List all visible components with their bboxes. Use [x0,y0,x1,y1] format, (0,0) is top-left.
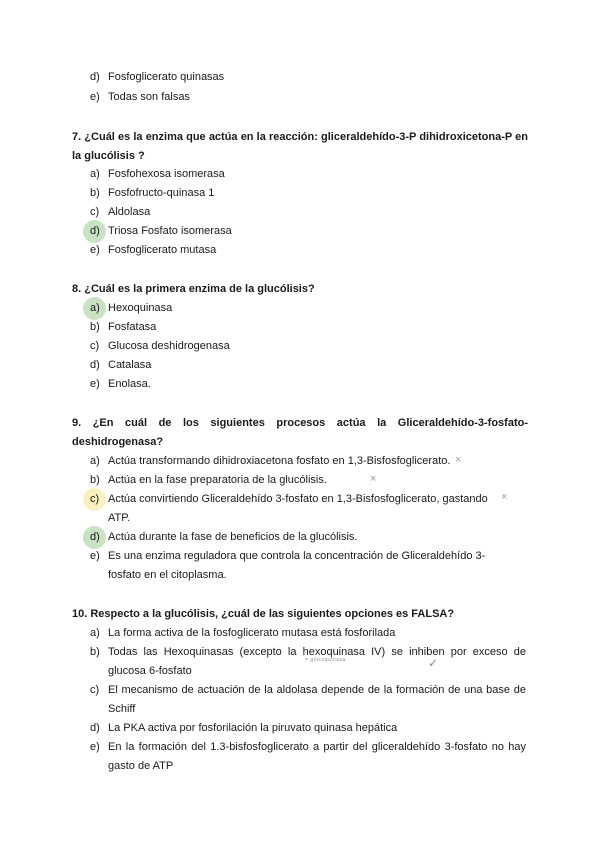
cross-mark-icon: × [455,454,462,466]
option-text: En la formación del 1.3-bisfosfoglicerato a partir del gliceraldehído 3-fosfato no hay gasto de ATP [108,741,526,772]
option-text: Glucosa deshidrogenasa [108,340,230,352]
option-letter: c) [90,206,100,218]
option-text: Actúa convirtiendo Gliceraldehído 3-fosfato en 1,3-Bisfosfoglicerato, gastando ATP. [108,493,488,524]
option-letter: b) [90,321,100,333]
option-text: Fosfoglicerato quinasas [108,71,225,83]
option-text: Todas las Hexoquinasas (excepto la hexoquinasa IV) se inhiben por exceso de glucosa 6-fosfato [108,646,526,677]
option-text: Actúa transformando dihidroxiacetona fosfato en 1,3-Bisfosfoglicerato. [108,455,451,467]
option-text: Fosfoglicerato mutasa [108,244,217,256]
option-text: Catalasa [108,359,152,371]
question-9: 9. ¿En cuál de los siguientes procesos actúa la Gliceraldehído-3-fosfato-deshidrogenasa? [72,417,528,448]
option-text: Fosfatasa [108,321,157,333]
option-text: Hexoquinasa [108,302,173,314]
question-8: 8. ¿Cuál es la primera enzima de la glucólisis? [72,283,315,295]
option-letter: d) [90,722,100,734]
option-letter: b) [90,187,100,199]
option-letter: d) [90,531,100,543]
option-text: Es una enzima reguladora que controla la concentración de Gliceraldehído 3-fosfato en el citoplasma. [108,550,486,581]
option-text: Enolasa. [108,378,151,390]
option-letter: e) [90,741,100,753]
option-letter: c) [90,684,100,696]
option-letter: e) [90,550,100,562]
option-letter: d) [90,225,100,237]
handwritten-note: = glucoquinasa [305,657,346,663]
question-10: 10. Respecto a la glucólisis, ¿cuál de las siguientes opciones es FALSA? [72,608,455,620]
option-text: El mecanismo de actuación de la aldolasa depende de la formación de una base de Schiff [108,684,526,715]
option-text: La PKA activa por fosforilación la piruvato quinasa hepática [108,722,398,734]
option-letter: e) [90,244,100,256]
option-text: Aldolasa [108,206,151,218]
option-text: Fosfohexosa isomerasa [108,168,225,180]
option-text: Actúa en la fase preparatoria de la glucólisis. [108,474,327,486]
option-letter: e) [90,378,100,390]
cross-mark-icon: × [370,473,377,485]
option-letter: d) [90,71,100,83]
option-letter: e) [90,91,100,103]
option-letter: b) [90,474,100,486]
option-letter: a) [90,455,100,467]
option-letter: a) [90,168,100,180]
cross-mark-icon: × [501,491,508,503]
option-letter: c) [90,340,100,352]
option-text: La forma activa de la fosfoglicerato mutasa está fosforilada [108,627,396,639]
option-text: Triosa Fosfato isomerasa [108,225,232,237]
option-letter: d) [90,359,100,371]
option-letter: b) [90,646,100,658]
option-text: Fosfofructo-quinasa 1 [108,187,215,199]
check-mark-icon: ✓ [428,656,439,670]
question-7: 7. ¿Cuál es la enzima que actúa en la reacción: gliceraldehído-3-P dihidroxicetona-P en la glucólisis ? [72,131,528,162]
option-text: Actúa durante la fase de beneficios de la glucólisis. [108,531,358,543]
option-letter: c) [90,493,100,505]
option-letter: a) [90,302,100,314]
option-text: Todas son falsas [108,91,190,103]
option-letter: a) [90,627,100,639]
